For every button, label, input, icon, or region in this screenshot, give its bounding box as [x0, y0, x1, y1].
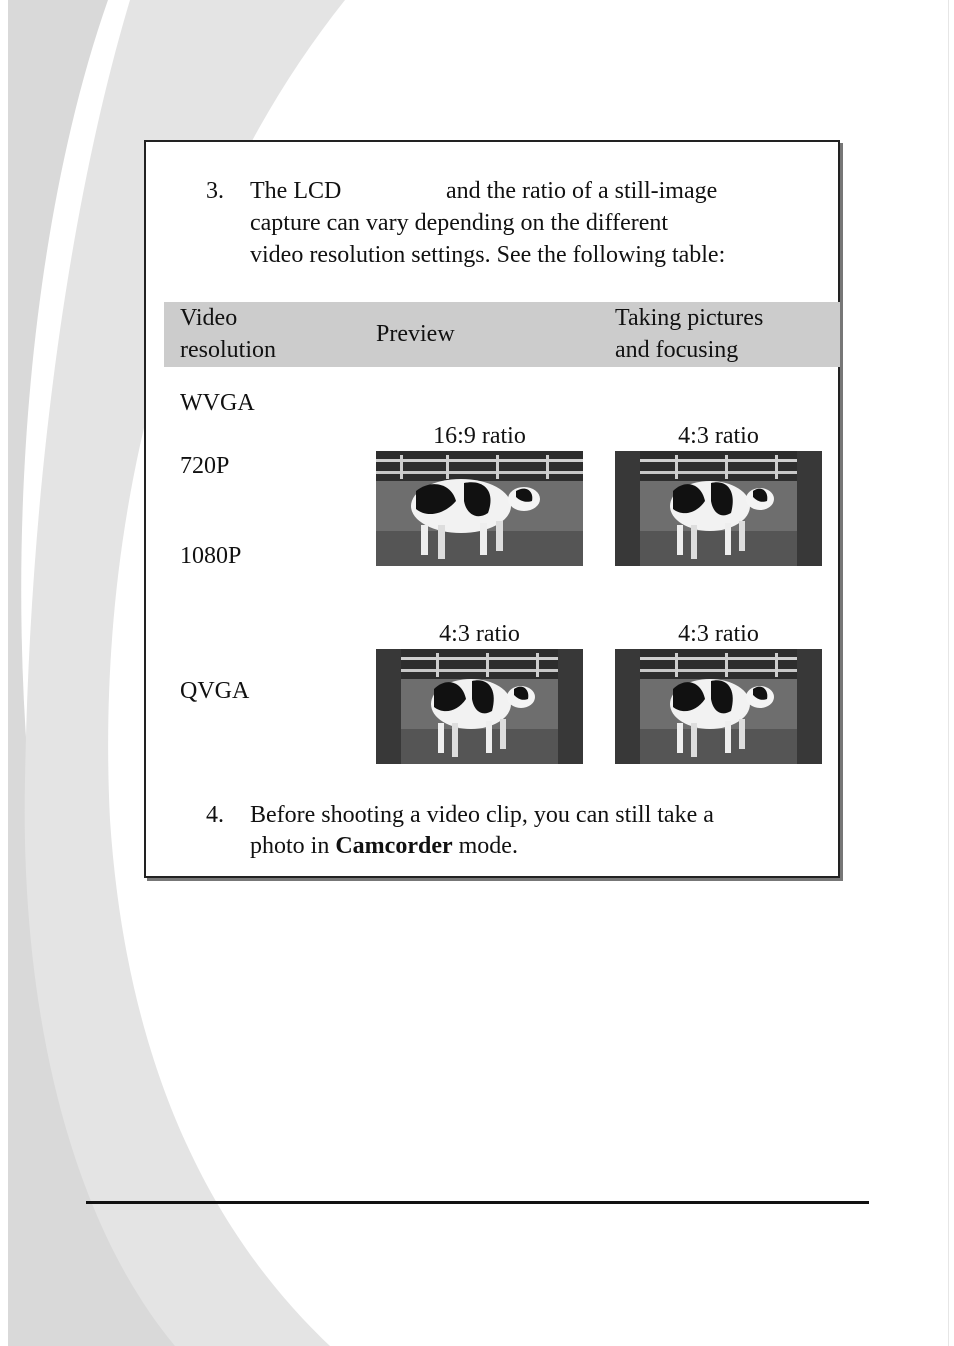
step-4-line-2a: photo in	[250, 833, 330, 859]
step-3-paragraph	[206, 175, 826, 275]
cow-photo-4-3-taking-hd	[615, 451, 822, 566]
camcorder-mode-label: Camcorder	[335, 833, 453, 859]
cow-photo-16-9-preview	[376, 451, 583, 566]
hd-taking-caption: 4:3 ratio	[678, 423, 759, 449]
step-3-line-3: video resolution settings. See the following table:	[250, 242, 726, 268]
header-taking-pictures-l1: Taking pictures	[615, 305, 764, 331]
step-3-number: 3.	[206, 178, 224, 204]
step-4-paragraph	[206, 799, 826, 865]
table-header-row	[164, 302, 840, 367]
step-4-line-2b: mode.	[458, 833, 518, 859]
step-3-line-1b: and the ratio of a still-image	[446, 178, 718, 204]
page-edge-line	[948, 0, 949, 1346]
row-label-1080p: 1080P	[180, 543, 242, 569]
row-label-qvga: QVGA	[180, 678, 250, 704]
step-3-line-1a: The LCD	[250, 178, 342, 204]
footer-rule	[86, 1201, 869, 1204]
note-box	[144, 140, 840, 878]
step-3-line-2: capture can vary depending on the different	[250, 210, 669, 236]
step-4-number: 4.	[206, 802, 224, 828]
header-video-resolution-l1: Video	[180, 305, 238, 331]
qvga-taking-caption: 4:3 ratio	[678, 621, 759, 647]
qvga-preview-caption: 4:3 ratio	[439, 621, 520, 647]
cow-photo-4-3-preview-qvga	[376, 649, 583, 764]
row-label-720p: 720P	[180, 453, 230, 479]
header-taking-pictures-l2: and focusing	[615, 337, 739, 363]
row-label-wvga: WVGA	[180, 390, 255, 416]
step-4-line-1: Before shooting a video clip, you can still take a	[250, 802, 714, 828]
header-preview: Preview	[376, 321, 455, 347]
step-4-line-2	[250, 830, 518, 862]
header-video-resolution-l2: resolution	[180, 337, 276, 363]
hd-preview-caption: 16:9 ratio	[433, 423, 526, 449]
cow-photo-4-3-taking-qvga	[615, 649, 822, 764]
